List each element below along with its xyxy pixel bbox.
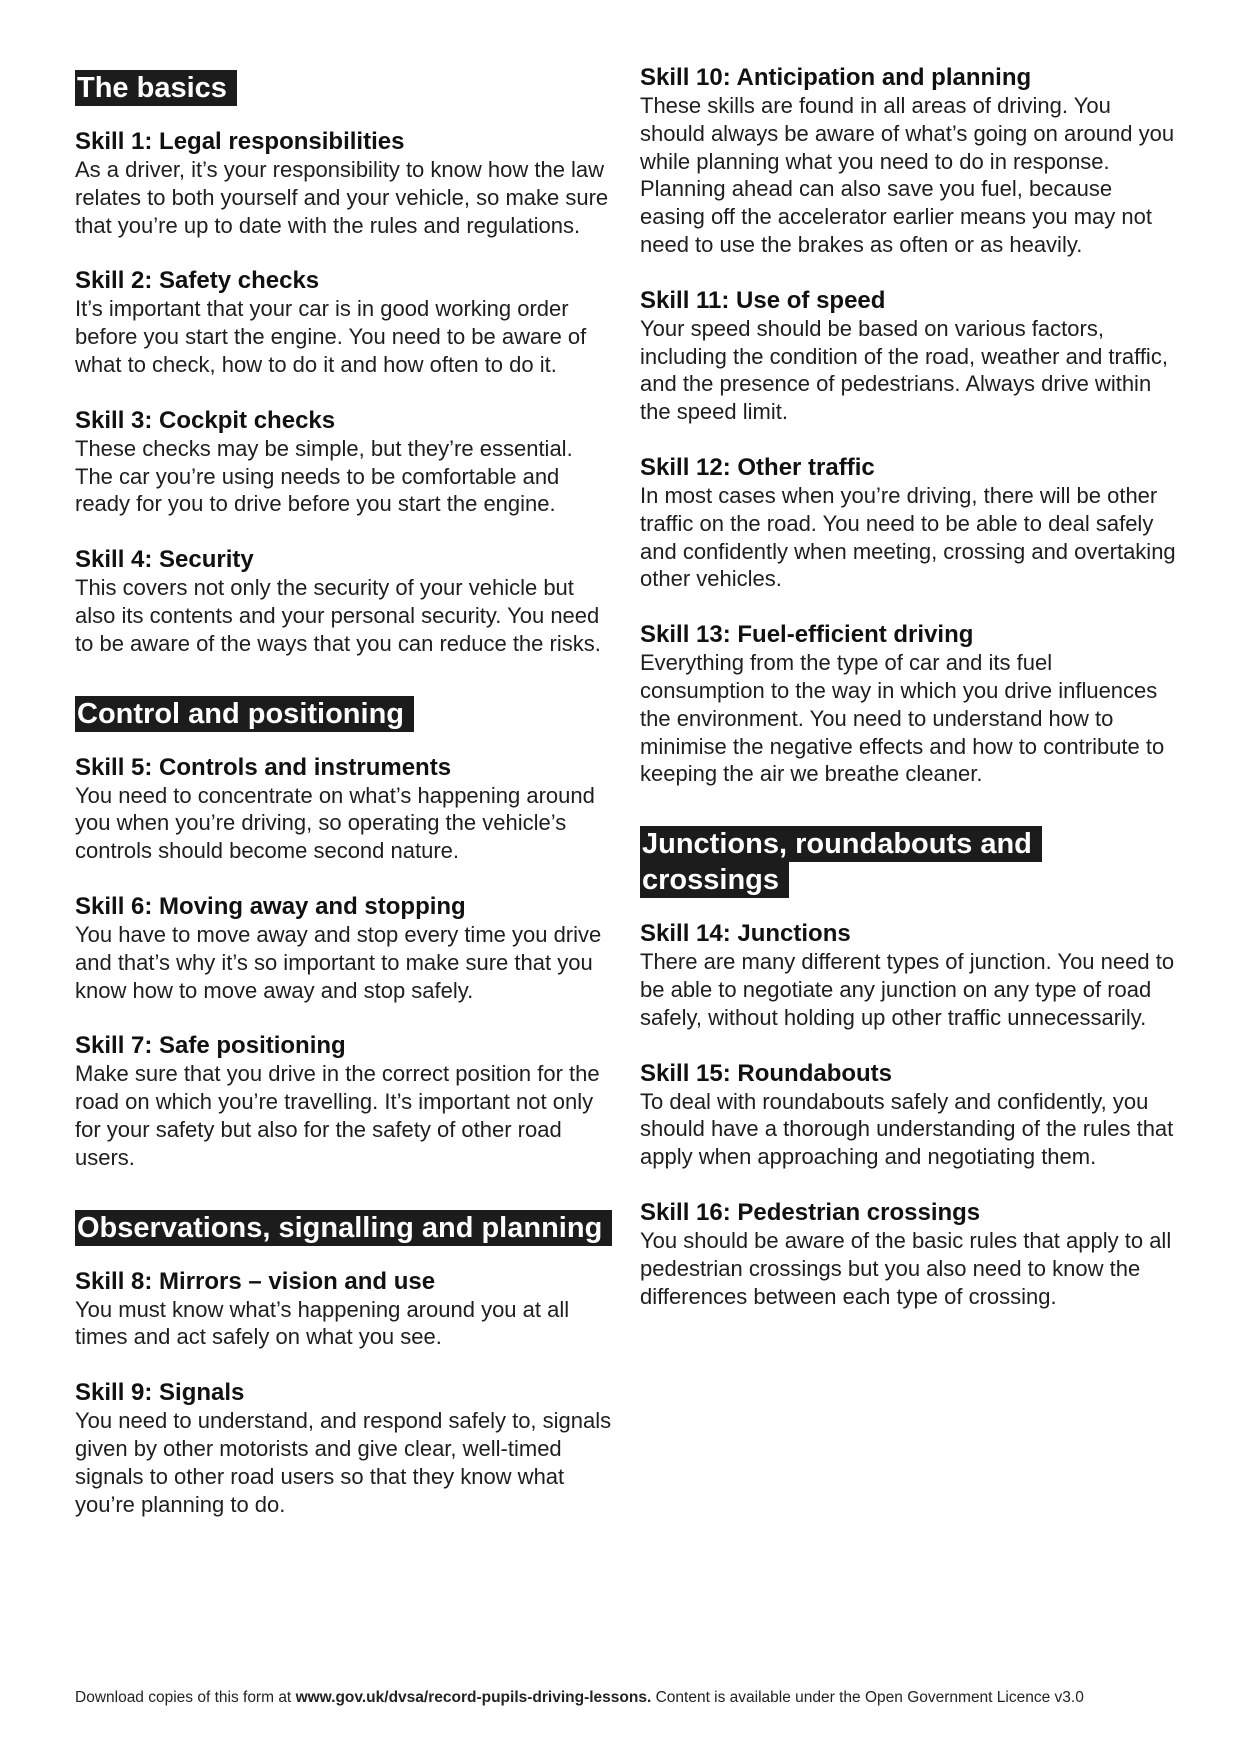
section-heading: Control and positioning xyxy=(75,696,414,732)
skill-description: Your speed should be based on various factors, including the condition of the road, weather and traffic, and the presence of pedestrians. Always drive within the speed limit. xyxy=(640,315,1168,425)
section-heading: Observations, signalling and planning xyxy=(75,1210,612,1246)
skill-description: You need to understand, and respond safely to, signals given by other motorists and give clear, well-timed signals to other road users so that they know what you’re planning to do. xyxy=(75,1408,612,1517)
skill-description: These skills are found in all areas of driving. You should always be aware of what’s going on around you while planning what you need to do in response. Planning ahead can also save you fuel, because easing off the accelerator earlier means you may not need to use the brakes as often or as heavily. xyxy=(640,93,1175,257)
skill-title: Skill 14: Junctions xyxy=(640,920,851,948)
skill-title: Skill 16: Pedestrian crossings xyxy=(640,1198,981,1226)
skill-5 xyxy=(75,754,615,865)
skill-14 xyxy=(640,920,1180,1031)
left-column xyxy=(75,64,615,1546)
skill-description: In most cases when you’re driving, there will be other traffic on the road. You need to be able to deal safely and confidently when meeting, crossing and overtaking other vehicles. xyxy=(640,482,1176,592)
footer xyxy=(75,1688,1185,1708)
skill-description: You need to concentrate on what’s happening around you when you’re driving, so operating the vehicle’s controls should become second nature. xyxy=(75,782,595,864)
skill-title: Skill 3: Cockpit checks xyxy=(75,406,336,434)
section-heading: Junctions, roundabouts and crossings xyxy=(640,826,1042,898)
skill-title: Skill 2: Safety checks xyxy=(75,267,320,295)
skill-title: Skill 9: Signals xyxy=(75,1379,245,1407)
skill-description: You have to move away and stop every time you drive and that’s why it’s so important to make sure that you know how to move away and stop safely. xyxy=(75,921,602,1003)
skill-title: Skill 13: Fuel-efficient driving xyxy=(640,621,974,649)
skill-title: Skill 4: Security xyxy=(75,546,254,574)
skill-title: Skill 6: Moving away and stopping xyxy=(75,892,466,920)
skill-title: Skill 8: Mirrors – vision and use xyxy=(75,1267,436,1295)
skill-description: To deal with roundabouts safely and confidently, you should have a thorough understanding of the rules that apply when approaching and negotiating them. xyxy=(640,1088,1174,1170)
skill-description: You should be aware of the basic rules that apply to all pedestrian crossings but you also need to know the differences between each type of crossing. xyxy=(640,1227,1172,1309)
skill-12 xyxy=(640,454,1180,593)
section-junctions-roundabouts-crossings xyxy=(640,826,1060,898)
skill-2 xyxy=(75,267,615,378)
skill-description: These checks may be simple, but they’re essential. The car you’re using needs to be comfortable and ready for you to drive before you start the engine. xyxy=(75,435,573,517)
skill-1 xyxy=(75,128,615,239)
section-heading: The basics xyxy=(75,70,237,106)
skill-title: Skill 7: Safe positioning xyxy=(75,1032,346,1060)
skill-11 xyxy=(640,287,1180,426)
skill-title: Skill 1: Legal responsibilities xyxy=(75,128,405,155)
section-observations-signalling-planning xyxy=(75,1210,615,1246)
skill-9 xyxy=(75,1379,615,1518)
skill-16 xyxy=(640,1199,1180,1310)
skill-title: Skill 10: Anticipation and planning xyxy=(640,64,1032,91)
skill-description: There are many different types of junction. You need to be able to negotiate any junction on any type of road safely, without holding up other traffic unnecessarily. xyxy=(640,949,1175,1030)
skill-3 xyxy=(75,407,615,518)
skill-description: Make sure that you drive in the correct position for the road on which you’re travelling. It’s important not only for your safety but also for the safety of other road users. xyxy=(75,1061,600,1170)
skill-15 xyxy=(640,1060,1180,1171)
skill-title: Skill 11: Use of speed xyxy=(640,286,886,314)
skill-8 xyxy=(75,1268,615,1352)
skill-4 xyxy=(75,546,615,657)
footer-prefix: Download copies of this form at xyxy=(75,1689,296,1706)
skill-10 xyxy=(640,64,1180,259)
skill-description: This covers not only the security of your vehicle but also its contents and your personal security. You need to be aware of the ways that you can reduce the risks. xyxy=(75,575,601,656)
right-column xyxy=(640,64,1180,1338)
skill-13 xyxy=(640,621,1180,788)
section-control-and-positioning xyxy=(75,696,615,732)
skill-title: Skill 15: Roundabouts xyxy=(640,1059,893,1087)
skill-6 xyxy=(75,893,615,1004)
skill-description: You must know what’s happening around you at all times and act safely on what you see. xyxy=(75,1296,570,1350)
skill-description: Everything from the type of car and its fuel consumption to the way in which you drive influences the environment. You need to understand how to minimise the negative effects and how to contribute to keeping the air we breathe cleaner. xyxy=(640,650,1165,787)
skill-title: Skill 5: Controls and instruments xyxy=(75,753,452,781)
skill-7 xyxy=(75,1032,615,1171)
skill-title: Skill 12: Other traffic xyxy=(640,453,875,481)
footer-licence: Content is available under the Open Government Licence v3.0 xyxy=(651,1689,1084,1706)
section-the-basics xyxy=(75,70,615,106)
skill-description: As a driver, it’s your responsibility to know how the law relates to both yourself and your vehicle, so make sure that you’re up to date with the rules and regulations. xyxy=(75,157,609,238)
footer-link[interactable]: www.gov.uk/dvsa/record-pupils-driving-lessons. xyxy=(295,1689,652,1706)
skill-description: It’s important that your car is in good working order before you start the engine. You need to be aware of what to check, how to do it and how often to do it. xyxy=(75,296,587,377)
